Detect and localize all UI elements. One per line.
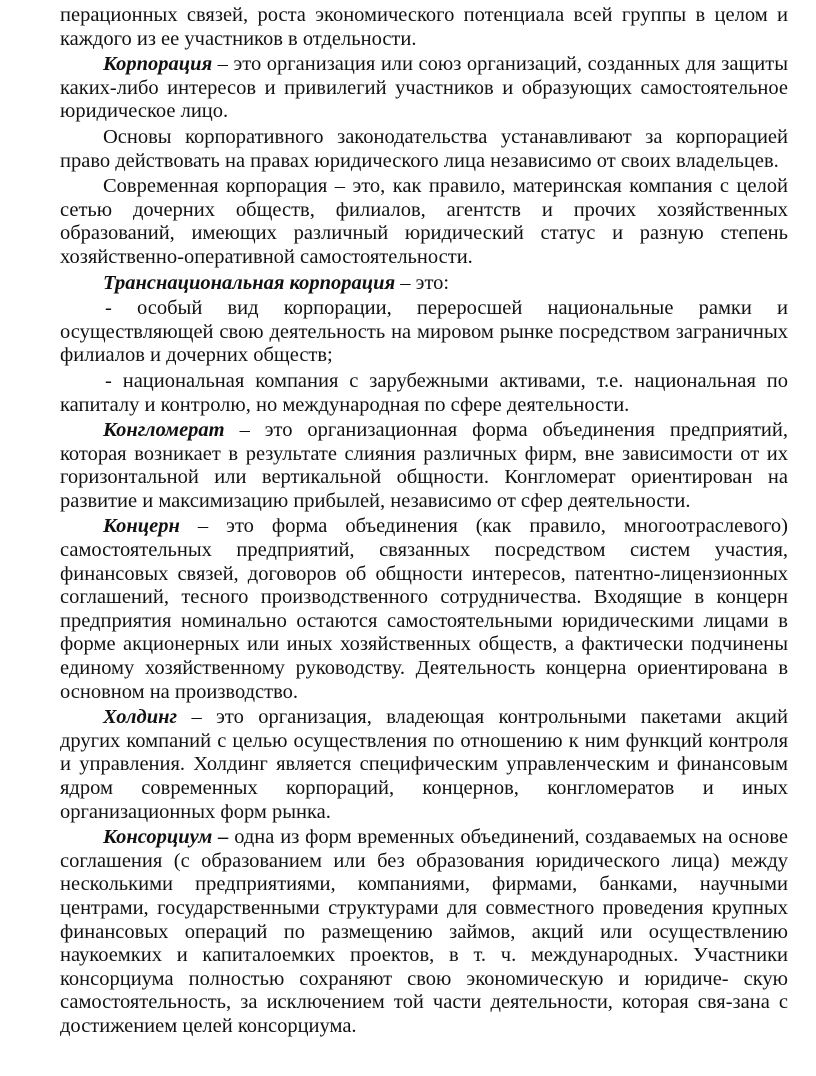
paragraph-continuation [60,4,788,51]
paragraph-concern [60,515,788,704]
term-consortium: Консорциум – [103,826,229,849]
paragraph-consortium [60,826,788,1038]
paragraph-text: – это форма объединения (как правило, многоотраслевого) самостоятельных предприятий, связанных посредством систем участия, финансовых связей, договоров об общности интересов, патентно-лицензионных соглашений, тесного производственного сотрудничества. Входящие в концерн предприятия номинально остаются самостоятельными юридическими лицами в форме акционерных или иных хозяйственных обществ, а фактически подчинены единому хозяйственному руководству. Деятельность концерна ориентирована в основном на производство. [60,515,788,703]
paragraph-corporate-law [60,126,788,173]
paragraph-text: Современная корпорация – это, как правило, материнская компания с целой сетью дочерних обществ, филиалов, агентств и прочих хозяйственных образований, имеющих различный юридический статус и разную степень хозяйственно-оперативной самостоятельности. [60,175,788,268]
term-corporation: Корпорация [103,53,213,76]
list-item-tnc-2 [60,370,788,417]
paragraph-text: одна из форм временных объединений, создаваемых на основе соглашения (с образованием или без образования юридического лица) между несколькими предприятиями, компаниями, фирмами, банками, научными центрами, государственными структурами для совместного проведения крупных финансовых операций по размещению займов, акций или осуществлению наукоемких и капиталоемких проектов, в т. ч. международных. Участники консорциума полностью сохраняют свою экономическую и юридиче- скую самостоятельность, за исключением той части деятельности, которая свя-зана с достижением целей консорциума. [60,826,788,1037]
paragraph-text: - особый вид корпорации, переросшей национальные рамки и осуществляющей свою деятельность на мировом рынке посредством заграничных филиалов и дочерних обществ; [60,297,788,367]
term-concern: Концерн [103,515,180,538]
term-tnc: Транснациональная корпорация [103,271,396,294]
paragraph-corporation [60,53,788,124]
paragraph-modern-corporation [60,175,788,269]
paragraph-text: – это организация, владеющая контрольными пакетами акций других компаний с целью осуществления по отношению к ним функций контроля и управления. Холдинг является специфическим управленческим и финансовым ядром современных корпораций, концернов, конгломератов и иных организационных форм рынка. [60,706,788,823]
paragraph-text: – это: [395,271,450,294]
term-conglomerate: Конгломерат [103,419,225,442]
term-holding: Холдинг [103,706,178,729]
paragraph-tnc [60,272,788,296]
paragraph-text: Основы корпоративного законодательства устанавливают за корпорацией право действовать на правах юридического лица независимо от своих владельцев. [60,125,788,172]
paragraph-text: – это организационная форма объединения предприятий, которая возникает в результате слияния различных фирм, вне зависимости от их горизонтальной или вертикальной общности. Конгломерат ориентирован на развитие и максимизацию прибылей, независимо от сфер деятельности. [60,419,788,512]
paragraph-text: перационных связей, роста экономического потенциала всей группы в целом и каждого из ее участников в отдельности. [60,4,788,50]
paragraph-conglomerate [60,419,788,513]
paragraph-text: – это организация или союз организаций, созданных для защиты каких-либо интересов и привилегий участников и образующих самостоятельное юридическое лицо. [60,53,788,123]
paragraph-text: - национальная компания с зарубежными активами, т.е. национальная по капиталу и контролю, но международная по сфере деятельности. [60,369,788,416]
paragraph-holding [60,706,788,824]
document-page [60,4,788,1041]
list-item-tnc-1 [60,297,788,368]
